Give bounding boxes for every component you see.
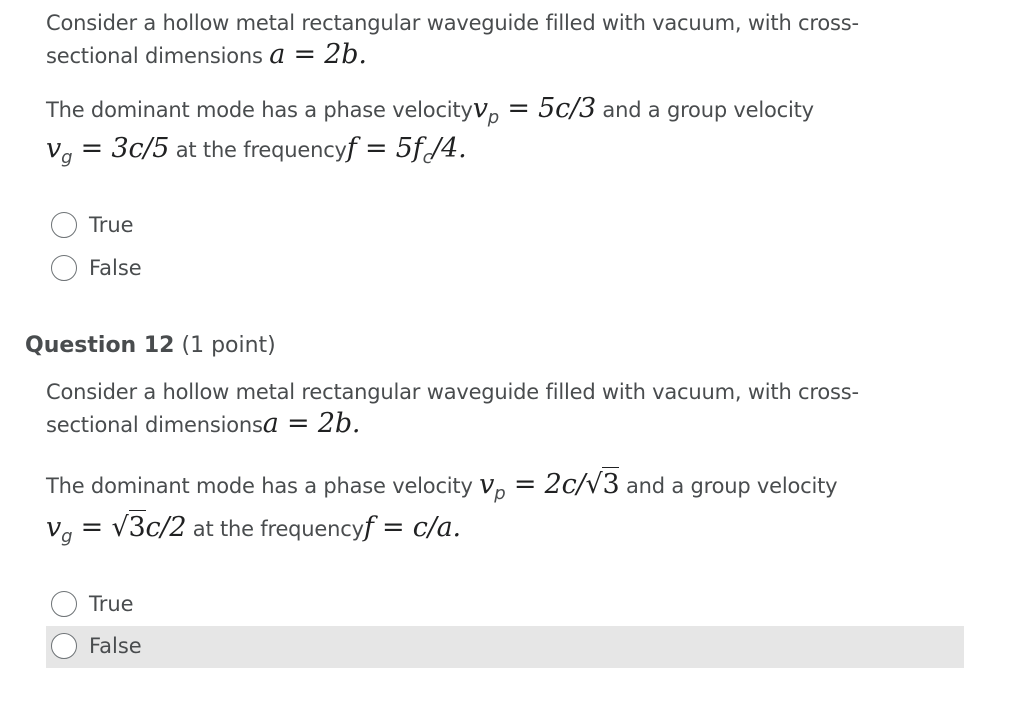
q12-option-false[interactable] <box>46 626 964 668</box>
q12-group-velocity-symbol: v <box>46 512 62 543</box>
radio-button[interactable] <box>51 212 77 238</box>
q11-option-false[interactable] <box>46 248 964 290</box>
q11-group-velocity-symbol: v <box>46 133 62 164</box>
option-label: True <box>89 213 134 237</box>
q12-line4-text: at the frequency <box>186 517 364 541</box>
sqrt-argument: 3 <box>128 512 146 543</box>
q11-frequency: f = 5f <box>346 133 423 164</box>
q12-frequency: f = c/a. <box>363 512 461 543</box>
q12-option-true[interactable] <box>46 584 964 626</box>
q11-option-true[interactable] <box>46 205 964 247</box>
q11-phase-velocity-value: = 5c/3 <box>498 93 596 124</box>
option-label: False <box>89 634 142 658</box>
q12-text-line-3 <box>46 469 837 509</box>
q12-phase-velocity-sub: p <box>494 483 506 504</box>
q11-phase-velocity-symbol: v <box>472 93 488 124</box>
q11-text-line-2 <box>46 39 367 72</box>
q11-text-line-1: Consider a hollow metal rectangular waveguide filled with vacuum, with cross- <box>46 11 859 35</box>
q11-line4-text: at the frequency <box>169 138 347 162</box>
q12-group-sqrt <box>112 512 146 543</box>
q12-line2-math: a = 2b. <box>262 408 361 439</box>
q12-title <box>25 331 276 361</box>
q11-line3-text-a: The dominant mode has a phase velocity <box>46 98 473 122</box>
q12-phase-sqrt <box>585 469 619 500</box>
q12-line3-text-a: The dominant mode has a phase velocity <box>46 474 480 498</box>
q11-frequency-end: /4. <box>432 133 467 164</box>
q11-phase-velocity-sub: p <box>487 107 499 128</box>
q11-text-line-3 <box>46 93 814 133</box>
q12-phase-velocity-value: = 2c/ <box>505 469 586 500</box>
sqrt-radical: √ <box>111 512 129 543</box>
q12-group-velocity-eq: = <box>72 512 112 543</box>
radio-button[interactable] <box>51 255 77 281</box>
q11-line2-math: a = 2b. <box>269 39 367 70</box>
sqrt-radical: √ <box>585 469 603 500</box>
sqrt-argument: 3 <box>602 469 620 500</box>
q12-text-line-1: Consider a hollow metal rectangular waveguide filled with vacuum, with cross- <box>46 380 859 404</box>
q12-line3-text-b: and a group velocity <box>619 474 838 498</box>
q12-title-number: Question 12 <box>25 333 175 358</box>
q11-line2-text: sectional dimensions <box>46 44 270 68</box>
q12-line2-text: sectional dimensions <box>46 413 263 437</box>
q11-line3-text-b: and a group velocity <box>595 98 814 122</box>
q12-text-line-2 <box>46 408 360 441</box>
option-label: False <box>89 256 142 280</box>
q11-group-velocity-value: = 3c/5 <box>72 133 170 164</box>
q12-phase-velocity-symbol: v <box>479 469 495 500</box>
q12-group-velocity-value: c/2 <box>145 512 187 543</box>
q11-group-velocity-sub: g <box>61 147 73 168</box>
radio-button[interactable] <box>51 591 77 617</box>
q12-text-line-4 <box>46 512 461 552</box>
option-label: True <box>89 592 134 616</box>
q11-frequency-sub: c <box>422 147 433 168</box>
q11-text-line-4 <box>46 133 467 173</box>
q12-title-points: (1 point) <box>174 333 276 358</box>
q12-group-velocity-sub: g <box>61 526 73 547</box>
radio-button[interactable] <box>51 633 77 659</box>
